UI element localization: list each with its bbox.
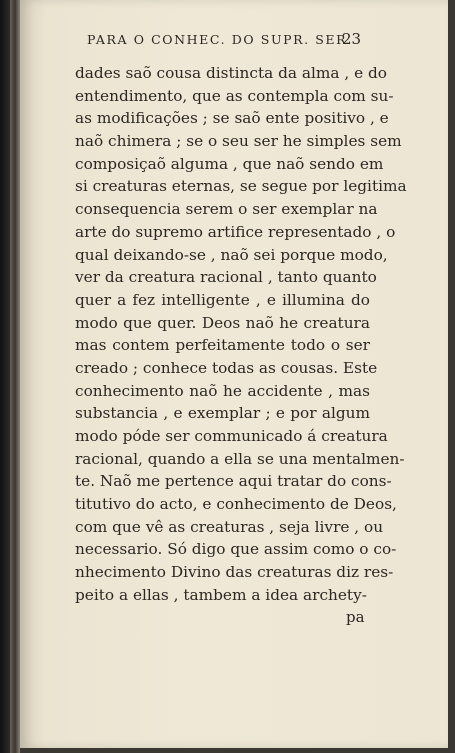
text-line: conhecimento naõ he accidente , mas	[75, 381, 370, 400]
text-line: consequencia serem o ser exemplar na	[75, 200, 378, 219]
text-line: ver da creatura racional , tanto quanto	[75, 268, 377, 287]
text-line: composiçaõ alguma , que naõ sendo em	[75, 154, 384, 173]
page-edge-right	[448, 0, 455, 753]
text-line: as modificações ; se saõ ente positivo , e	[75, 109, 389, 128]
page-edge-bottom	[20, 748, 448, 753]
text-line: si creaturas eternas, se segue por legitima	[75, 177, 407, 196]
text-line: nhecimento Divino das creaturas diz res-	[75, 563, 394, 582]
catchword: pa	[346, 608, 365, 626]
text-line: mas contem perfeitamente todo o ser	[75, 336, 370, 355]
text-line: titutivo do acto, e conhecimento de Deos,	[75, 495, 397, 514]
text-line: racional, quando a ella se una mentalmen-	[75, 449, 405, 468]
page-number: 23	[342, 30, 362, 48]
text-line: peito a ellas , tambem a idea archety-	[75, 585, 367, 604]
text-line: qual deixando-se , naõ sei porque modo,	[75, 245, 388, 264]
text-line: entendimento, que as contempla com su-	[75, 86, 394, 105]
text-line: quer a fez intelligente , e illumina do	[75, 290, 370, 309]
book-binding	[0, 0, 10, 753]
text-line: necessario. Só digo que assim como o co-	[75, 540, 397, 559]
text-line: arte do supremo artifice representado , o	[75, 222, 396, 241]
text-line: modo póde ser communicado á creatura	[75, 427, 388, 445]
text-line: modo que quer. Deos naõ he creatura	[75, 313, 370, 332]
body-text	[75, 62, 407, 607]
text-line: substancia , e exemplar ; e por algum	[75, 404, 370, 423]
text-line: te. Naõ me pertence aqui tratar do cons-	[75, 472, 392, 491]
text-line: dades saõ cousa distincta da alma , e do	[75, 64, 388, 82]
book-spine-shadow	[10, 0, 20, 753]
text-line: creado ; conhece todas as cousas. Este	[75, 358, 378, 377]
text-line: com que vê as creaturas , seja livre , ou	[75, 517, 384, 536]
text-line: naõ chimera ; se o seu ser he simples sem	[75, 132, 402, 151]
running-title: PARA O CONHEC. DO SUPR. SER	[87, 32, 348, 47]
